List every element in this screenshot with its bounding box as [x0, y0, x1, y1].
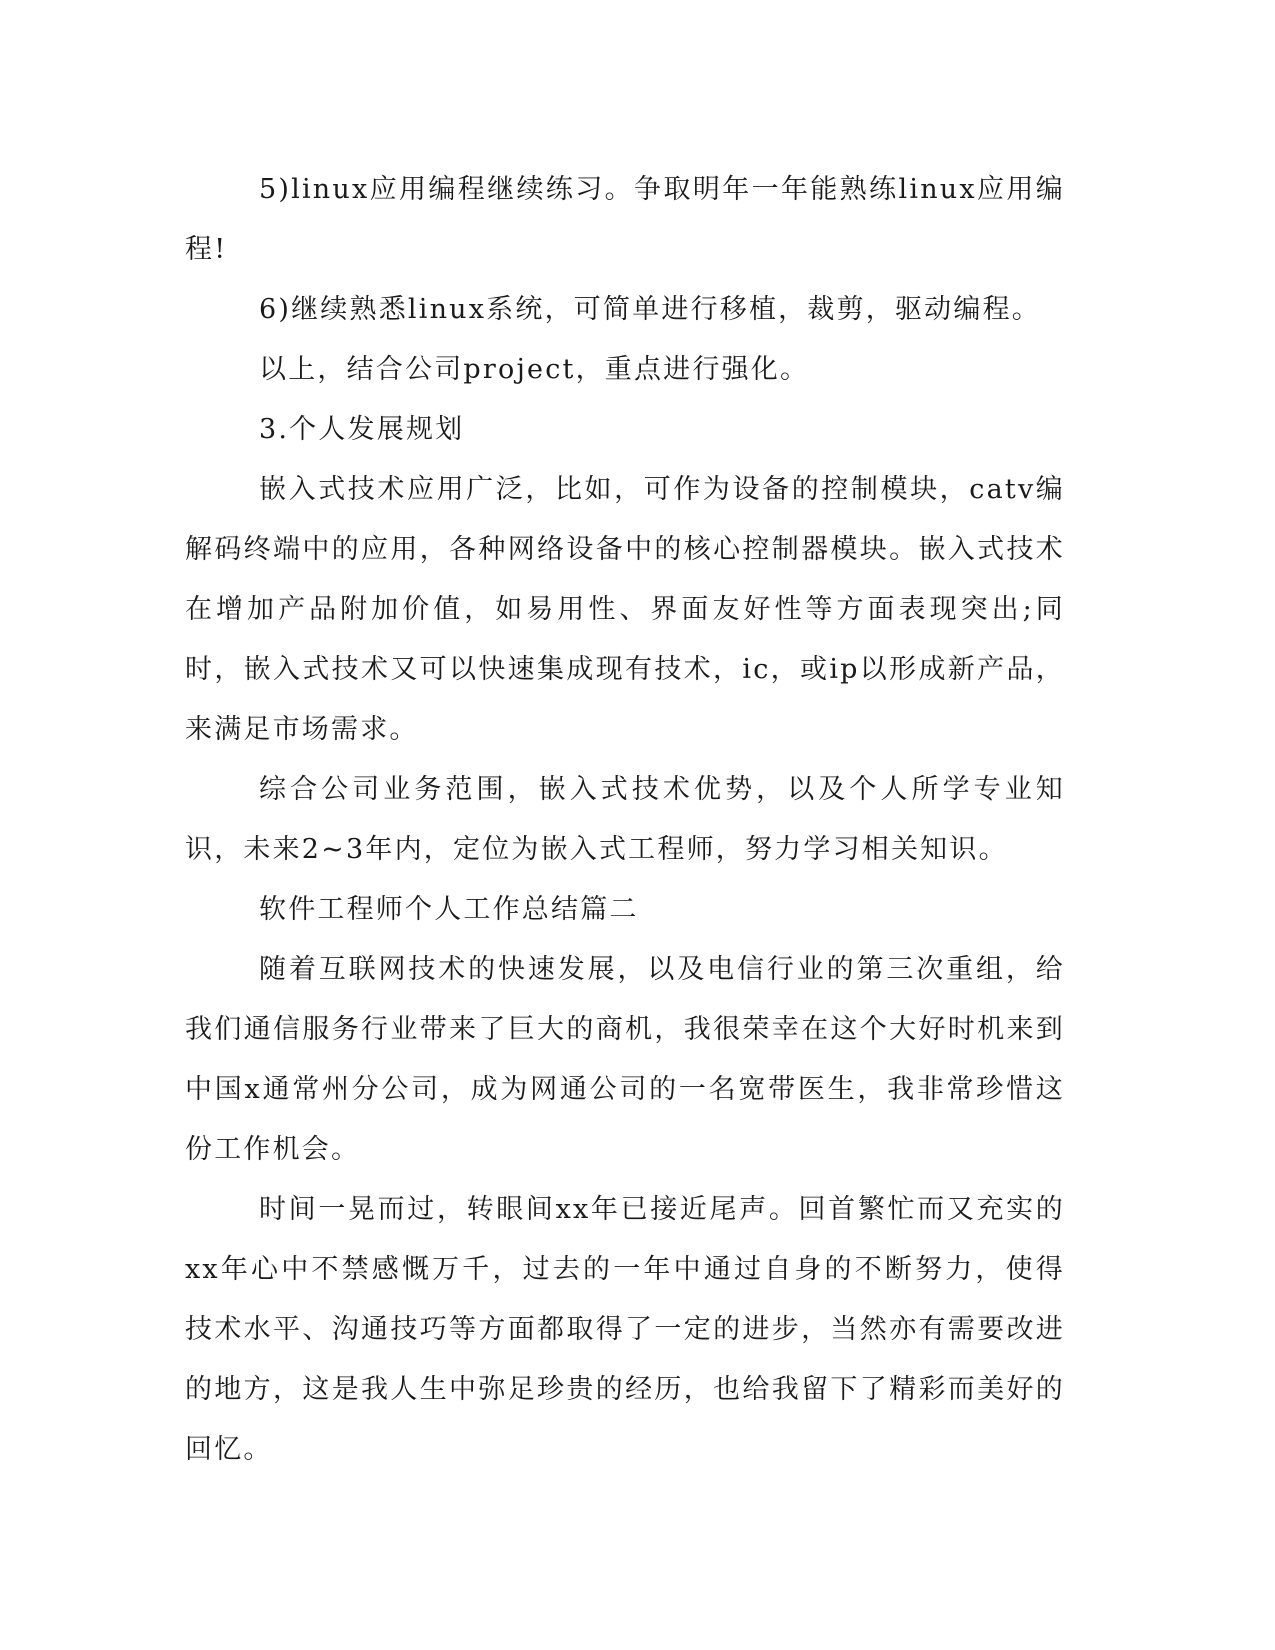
paragraph-company-project: 以上，结合公司project，重点进行强化。: [259, 354, 810, 385]
section-heading-personal-development: 3.个人发展规划: [259, 414, 465, 445]
document-body: [185, 160, 1065, 1480]
paragraph-linux-system: 6)继续熟悉linux系统，可简单进行移植，裁剪，驱动编程。: [259, 294, 1041, 325]
paragraph-year-review: 时间一晃而过，转眼间xx年已接近尾声。回首繁忙而又充实的xx年心中不禁感慨万千，过去的一年中通过自身的不断努力，使得技术水平、沟通技巧等方面都取得了一定的进步，当然亦有需要改进的地方，这是我人生中弥足珍贵的经历，也给我留下了精彩而美好的回忆。: [185, 1194, 1065, 1465]
paragraph-linux-app-programming: 5)linux应用编程继续练习。争取明年一年能熟练linux应用编程!: [185, 174, 1065, 265]
paragraph-career-positioning: 综合公司业务范围，嵌入式技术优势，以及个人所学专业知识，未来2~3年内，定位为嵌入式工程师，努力学习相关知识。: [185, 774, 1065, 865]
section-heading-summary-part-two: 软件工程师个人工作总结篇二: [259, 894, 639, 925]
paragraph-embedded-tech-applications: 嵌入式技术应用广泛，比如，可作为设备的控制模块，catv编解码终端中的应用，各种网络设备中的核心控制器模块。嵌入式技术在增加产品附加价值，如易用性、界面友好性等方面表现突出;同时，嵌入式技术又可以快速集成现有技术，ic，或ip以形成新产品，来满足市场需求。: [185, 474, 1065, 745]
paragraph-joining-company: 随着互联网技术的快速发展，以及电信行业的第三次重组，给我们通信服务行业带来了巨大的商机，我很荣幸在这个大好时机来到中国x通常州分公司，成为网通公司的一名宽带医生，我非常珍惜这份工作机会。: [185, 954, 1065, 1165]
